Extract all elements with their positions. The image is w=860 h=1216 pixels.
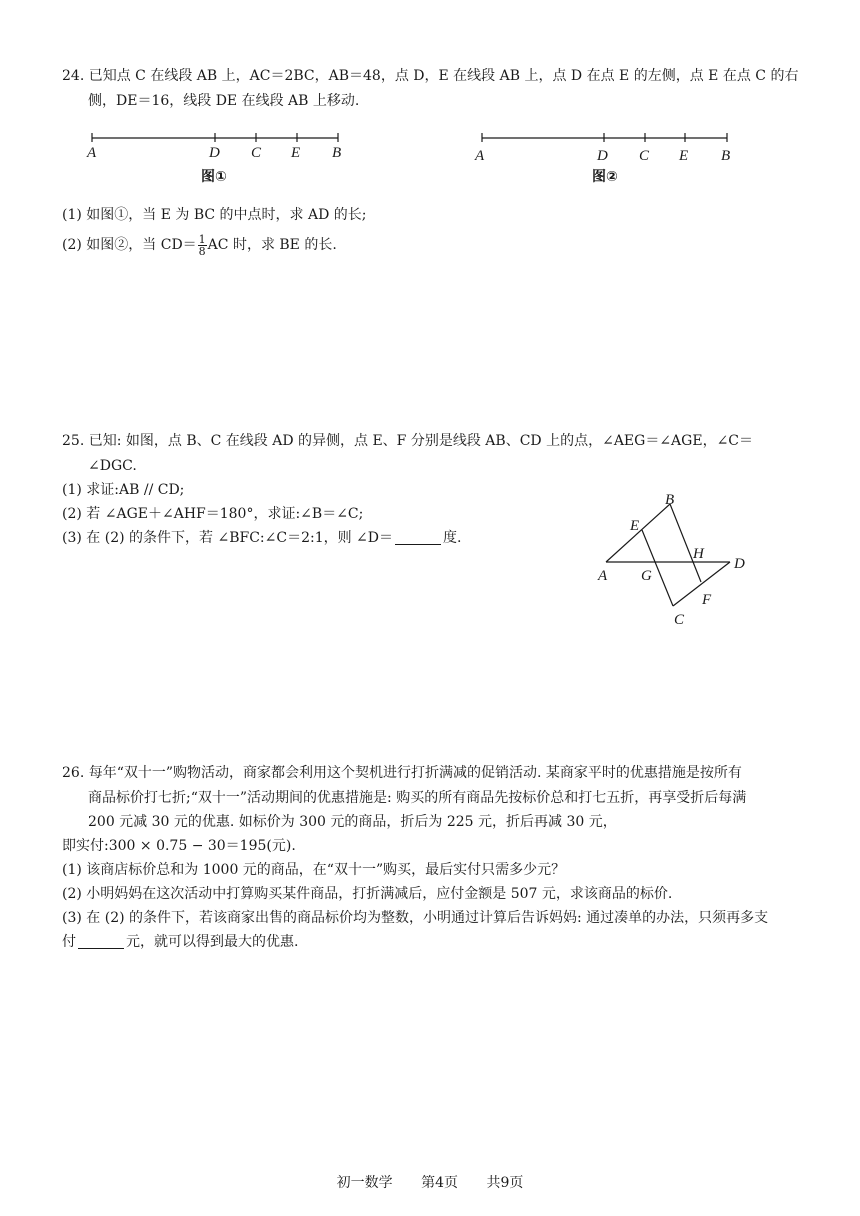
q24-line1: 24. 已知点 C 在线段 AB 上，AC＝2BC，AB＝48，点 D，E 在线段 AB 上，点 D 在点 E 的左侧，点 E 在点 C 的右: [62, 68, 799, 84]
fig-label-D: D: [734, 556, 745, 572]
q25-part3: [62, 528, 461, 548]
q25-line2: ∠DGC.: [88, 458, 137, 474]
footer-page: 第4页: [421, 1175, 458, 1191]
q25-part3-before: (3) 在 (2) 的条件下，若 ∠BFC:∠C＝2:1，则 ∠D＝: [62, 530, 394, 546]
fig-label-C: C: [674, 612, 685, 628]
q24-fraction: [198, 234, 207, 257]
q24-part2-after: AC 时，求 BE 的长.: [207, 237, 337, 253]
q26-part3-line1: (3) 在 (2) 的条件下，若该商家出售的商品标价均为整数，小明通过计算后告诉妈妈: 通过凑单的办法，只须再多支: [62, 910, 769, 926]
fig2-label-B: B: [721, 148, 731, 164]
q26-part1: (1) 该商店标价总和为 1000 元的商品，在“双十一”购买，最后实付只需多少元？: [62, 862, 566, 878]
fig2-label-A: A: [475, 148, 485, 164]
q25-line1: 25. 已知: 如图，点 B、C 在线段 AD 的异侧，点 E、F 分别是线段 AB、CD 上的点，∠AEG＝∠AGE，∠C＝: [62, 433, 754, 449]
footer-subject: 初一数学: [336, 1175, 393, 1191]
q26-part3-after: 元，就可以得到最大的优惠.: [126, 934, 299, 950]
fig1-label-B: B: [332, 145, 342, 161]
q25-part2: (2) 若 ∠AGE＋∠AHF＝180°，求证:∠B＝∠C;: [62, 506, 364, 522]
fig-label-B: B: [665, 492, 675, 508]
fig1-label-A: A: [87, 145, 97, 161]
q26-line4: 即实付:300 × 0.75 − 30＝195(元).: [62, 838, 296, 854]
fig1-label-C: C: [251, 145, 262, 161]
q26-line3: 200 元减 30 元的优惠. 如标价为 300 元的商品，折后为 225 元，折后再减 30 元，: [88, 814, 617, 830]
answer-blank: [78, 934, 124, 949]
q25-figure: [590, 488, 760, 633]
fig-label-H: H: [693, 546, 704, 562]
q26-line1: 26. 每年“双十一”购物活动，商家都会利用这个契机进行打折满减的促销活动. 某商家平时的优惠措施是按所有: [62, 765, 742, 781]
fig-label-G: G: [641, 568, 652, 584]
fig2-caption: 图②: [592, 169, 618, 185]
fraction-numerator: 1: [198, 232, 206, 246]
q25-part3-after: 度.: [443, 530, 462, 546]
q26-part3-line2: [62, 932, 298, 952]
q24-part2-before: (2) 如图②，当 CD＝: [62, 237, 197, 253]
fig2-label-E: E: [679, 148, 689, 164]
fig1-caption: 图①: [201, 169, 227, 185]
fig-label-E: E: [630, 518, 640, 534]
fig1-label-E: E: [291, 145, 301, 161]
q26-line2: 商品标价打七折;“双十一”活动期间的优惠措施是: 购买的所有商品先按标价总和打七五折，再享受折后每满: [88, 790, 747, 806]
fig2-label-C: C: [639, 148, 650, 164]
answer-blank: [395, 530, 441, 545]
page-footer: [0, 1172, 860, 1192]
q24-line2: 侧，DE＝16，线段 DE 在线段 AB 上移动.: [88, 93, 360, 109]
q24-part1: (1) 如图①，当 E 为 BC 的中点时，求 AD 的长;: [62, 207, 367, 223]
fig-label-F: F: [702, 592, 712, 608]
fraction-denominator: 8: [198, 244, 206, 258]
q24-figure-1: [80, 128, 360, 188]
q25-part1: (1) 求证:AB // CD;: [62, 482, 185, 498]
q24-part2: [62, 232, 337, 258]
fig2-label-D: D: [597, 148, 608, 164]
footer-total: 共9页: [486, 1175, 524, 1191]
q26-part3-before: 付: [62, 934, 76, 950]
fig1-label-D: D: [209, 145, 220, 161]
q24-figure-2: [470, 128, 750, 188]
fig-label-A: A: [598, 568, 608, 584]
q26-part2: (2) 小明妈妈在这次活动中打算购买某件商品，打折满减后，应付金额是 507 元，求该商品的标价.: [62, 886, 673, 902]
